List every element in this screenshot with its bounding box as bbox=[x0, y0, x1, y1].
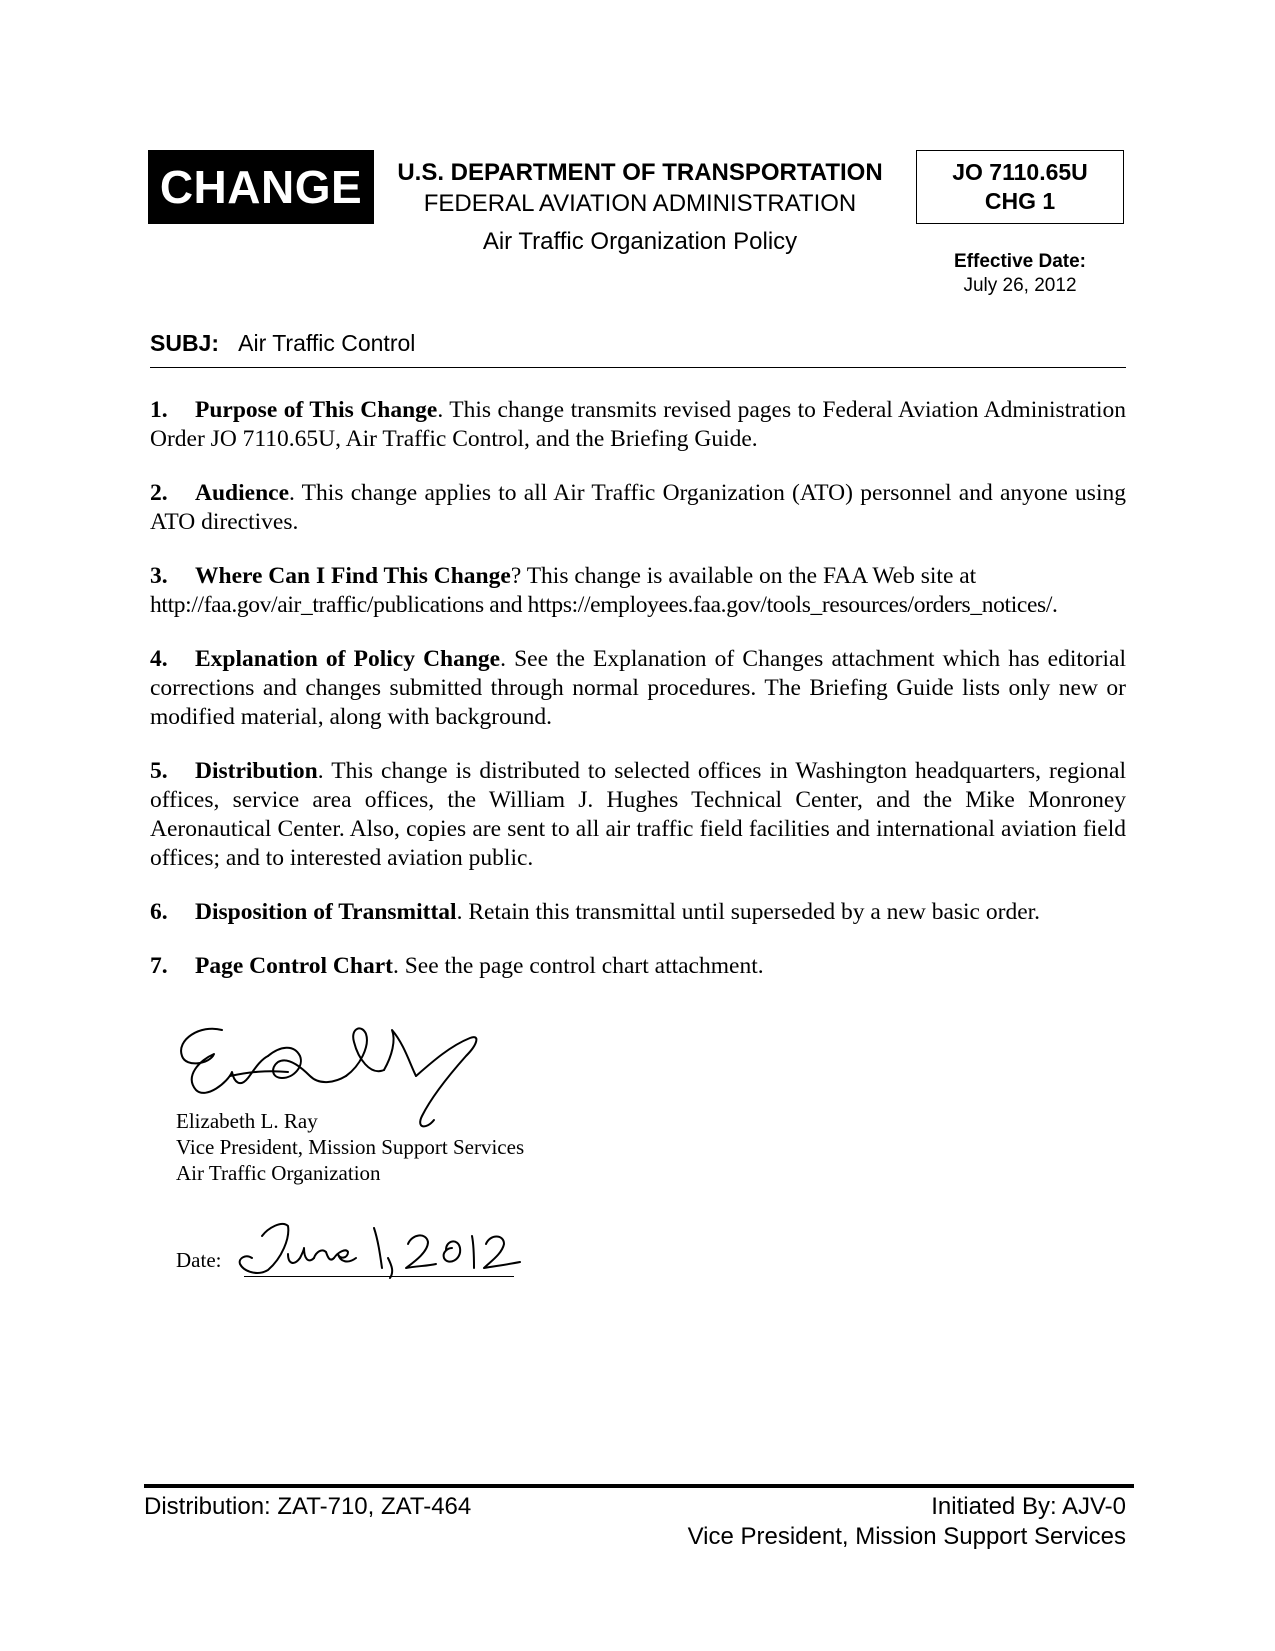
distribution-list: Distribution: ZAT-710, ZAT-464 bbox=[144, 1493, 472, 1520]
signer-block bbox=[176, 1108, 524, 1186]
paragraph-number: 5. bbox=[150, 758, 168, 784]
paragraph-6 bbox=[150, 898, 1126, 927]
paragraph-heading: Audience bbox=[195, 480, 289, 506]
paragraph-text: Retain this transmittal until superseded by a new basic order. bbox=[462, 899, 1041, 925]
subject-line bbox=[150, 330, 1126, 368]
signer-name: Elizabeth L. Ray bbox=[176, 1109, 318, 1133]
paragraph-number: 6. bbox=[150, 899, 168, 925]
paragraph-4 bbox=[150, 645, 1126, 732]
date-label: Date: bbox=[176, 1248, 222, 1272]
order-number-box bbox=[916, 150, 1124, 224]
paragraph-number: 3. bbox=[150, 563, 168, 589]
signer-title: Vice President, Mission Support Services bbox=[176, 1135, 525, 1159]
change-number: CHG 1 bbox=[984, 188, 1056, 214]
paragraph-text: This change transmits revised pages to Federal Aviation Administration Order JO 7110.65U, Air Traffic Control, and the Briefing Guide. bbox=[150, 397, 1126, 452]
handwritten-date bbox=[238, 1214, 528, 1284]
organization-policy: Air Traffic Organization Policy bbox=[482, 228, 798, 255]
initiator-title: Vice President, Mission Support Services bbox=[687, 1523, 1126, 1550]
change-badge: CHANGE bbox=[148, 150, 374, 224]
effective-date-value: July 26, 2012 bbox=[963, 275, 1077, 296]
paragraph-number: 7. bbox=[150, 953, 168, 979]
web-links[interactable]: http://faa.gov/air_traffic/publications and https://employees.faa.gov/tools_resources/orders_notices/. bbox=[150, 592, 1058, 618]
administration-name: FEDERAL AVIATION ADMINISTRATION bbox=[423, 190, 857, 217]
paragraph-3 bbox=[150, 562, 1126, 620]
agency-header bbox=[380, 158, 900, 258]
paragraph-text: This change applies to all Air Traffic Organization (ATO) personnel and anyone using ATO directives. bbox=[150, 480, 1126, 535]
paragraph-heading: Disposition of Transmittal bbox=[195, 899, 457, 925]
paragraph-1 bbox=[150, 396, 1126, 454]
signer-organization: Air Traffic Organization bbox=[176, 1161, 381, 1185]
paragraph-heading: Page Control Chart bbox=[195, 953, 393, 979]
footer-rule bbox=[144, 1484, 1134, 1488]
department-name: U.S. DEPARTMENT OF TRANSPORTATION bbox=[397, 159, 883, 186]
paragraph-punct: . bbox=[289, 480, 295, 506]
paragraph-heading: Explanation of Policy Change bbox=[195, 646, 501, 672]
paragraph-heading: Where Can I Find This Change bbox=[195, 563, 511, 589]
paragraph-5 bbox=[150, 757, 1126, 873]
effective-date-block bbox=[930, 250, 1110, 298]
paragraph-text: This change is available on the FAA Web site at bbox=[521, 563, 977, 589]
paragraph-7 bbox=[150, 952, 1126, 981]
subject-text: Air Traffic Control bbox=[238, 330, 416, 356]
subject-label: SUBJ: bbox=[150, 330, 220, 356]
paragraph-text: See the page control chart attachment. bbox=[398, 953, 764, 979]
paragraph-punct: . bbox=[317, 758, 324, 784]
initiated-by: Initiated By: AJV-0 bbox=[931, 1493, 1126, 1520]
paragraph-punct: . bbox=[456, 899, 463, 925]
paragraph-2 bbox=[150, 479, 1126, 537]
effective-date-label: Effective Date: bbox=[954, 251, 1086, 272]
order-number: JO 7110.65U bbox=[952, 159, 1088, 185]
document-body bbox=[150, 396, 1126, 1006]
paragraph-heading: Purpose of This Change bbox=[195, 397, 438, 423]
paragraph-heading: Distribution bbox=[195, 758, 318, 784]
paragraph-number: 4. bbox=[150, 646, 168, 672]
paragraph-punct: . bbox=[437, 397, 444, 423]
paragraph-punct: ? bbox=[510, 563, 522, 589]
initiator-block bbox=[600, 1492, 1126, 1552]
paragraph-punct: . bbox=[392, 953, 399, 979]
paragraph-punct: . bbox=[500, 646, 506, 672]
paragraph-text: This change is distributed to selected offices in Washington headquarters, regional offices, service area offices, the William J. Hughes Technical Center, and the Mike Monroney Aeronautical Center. Also, copies are sent to all air traffic field facilities and international aviation field offices; and to interested aviation public. bbox=[150, 758, 1126, 871]
paragraph-text: See the Explanation of Changes attachment which has editorial corrections and changes submitted through normal procedures. The Briefing Guide lists only new or modified material, along with background. bbox=[150, 646, 1126, 730]
paragraph-number: 1. bbox=[150, 397, 168, 423]
paragraph-number: 2. bbox=[150, 480, 168, 506]
